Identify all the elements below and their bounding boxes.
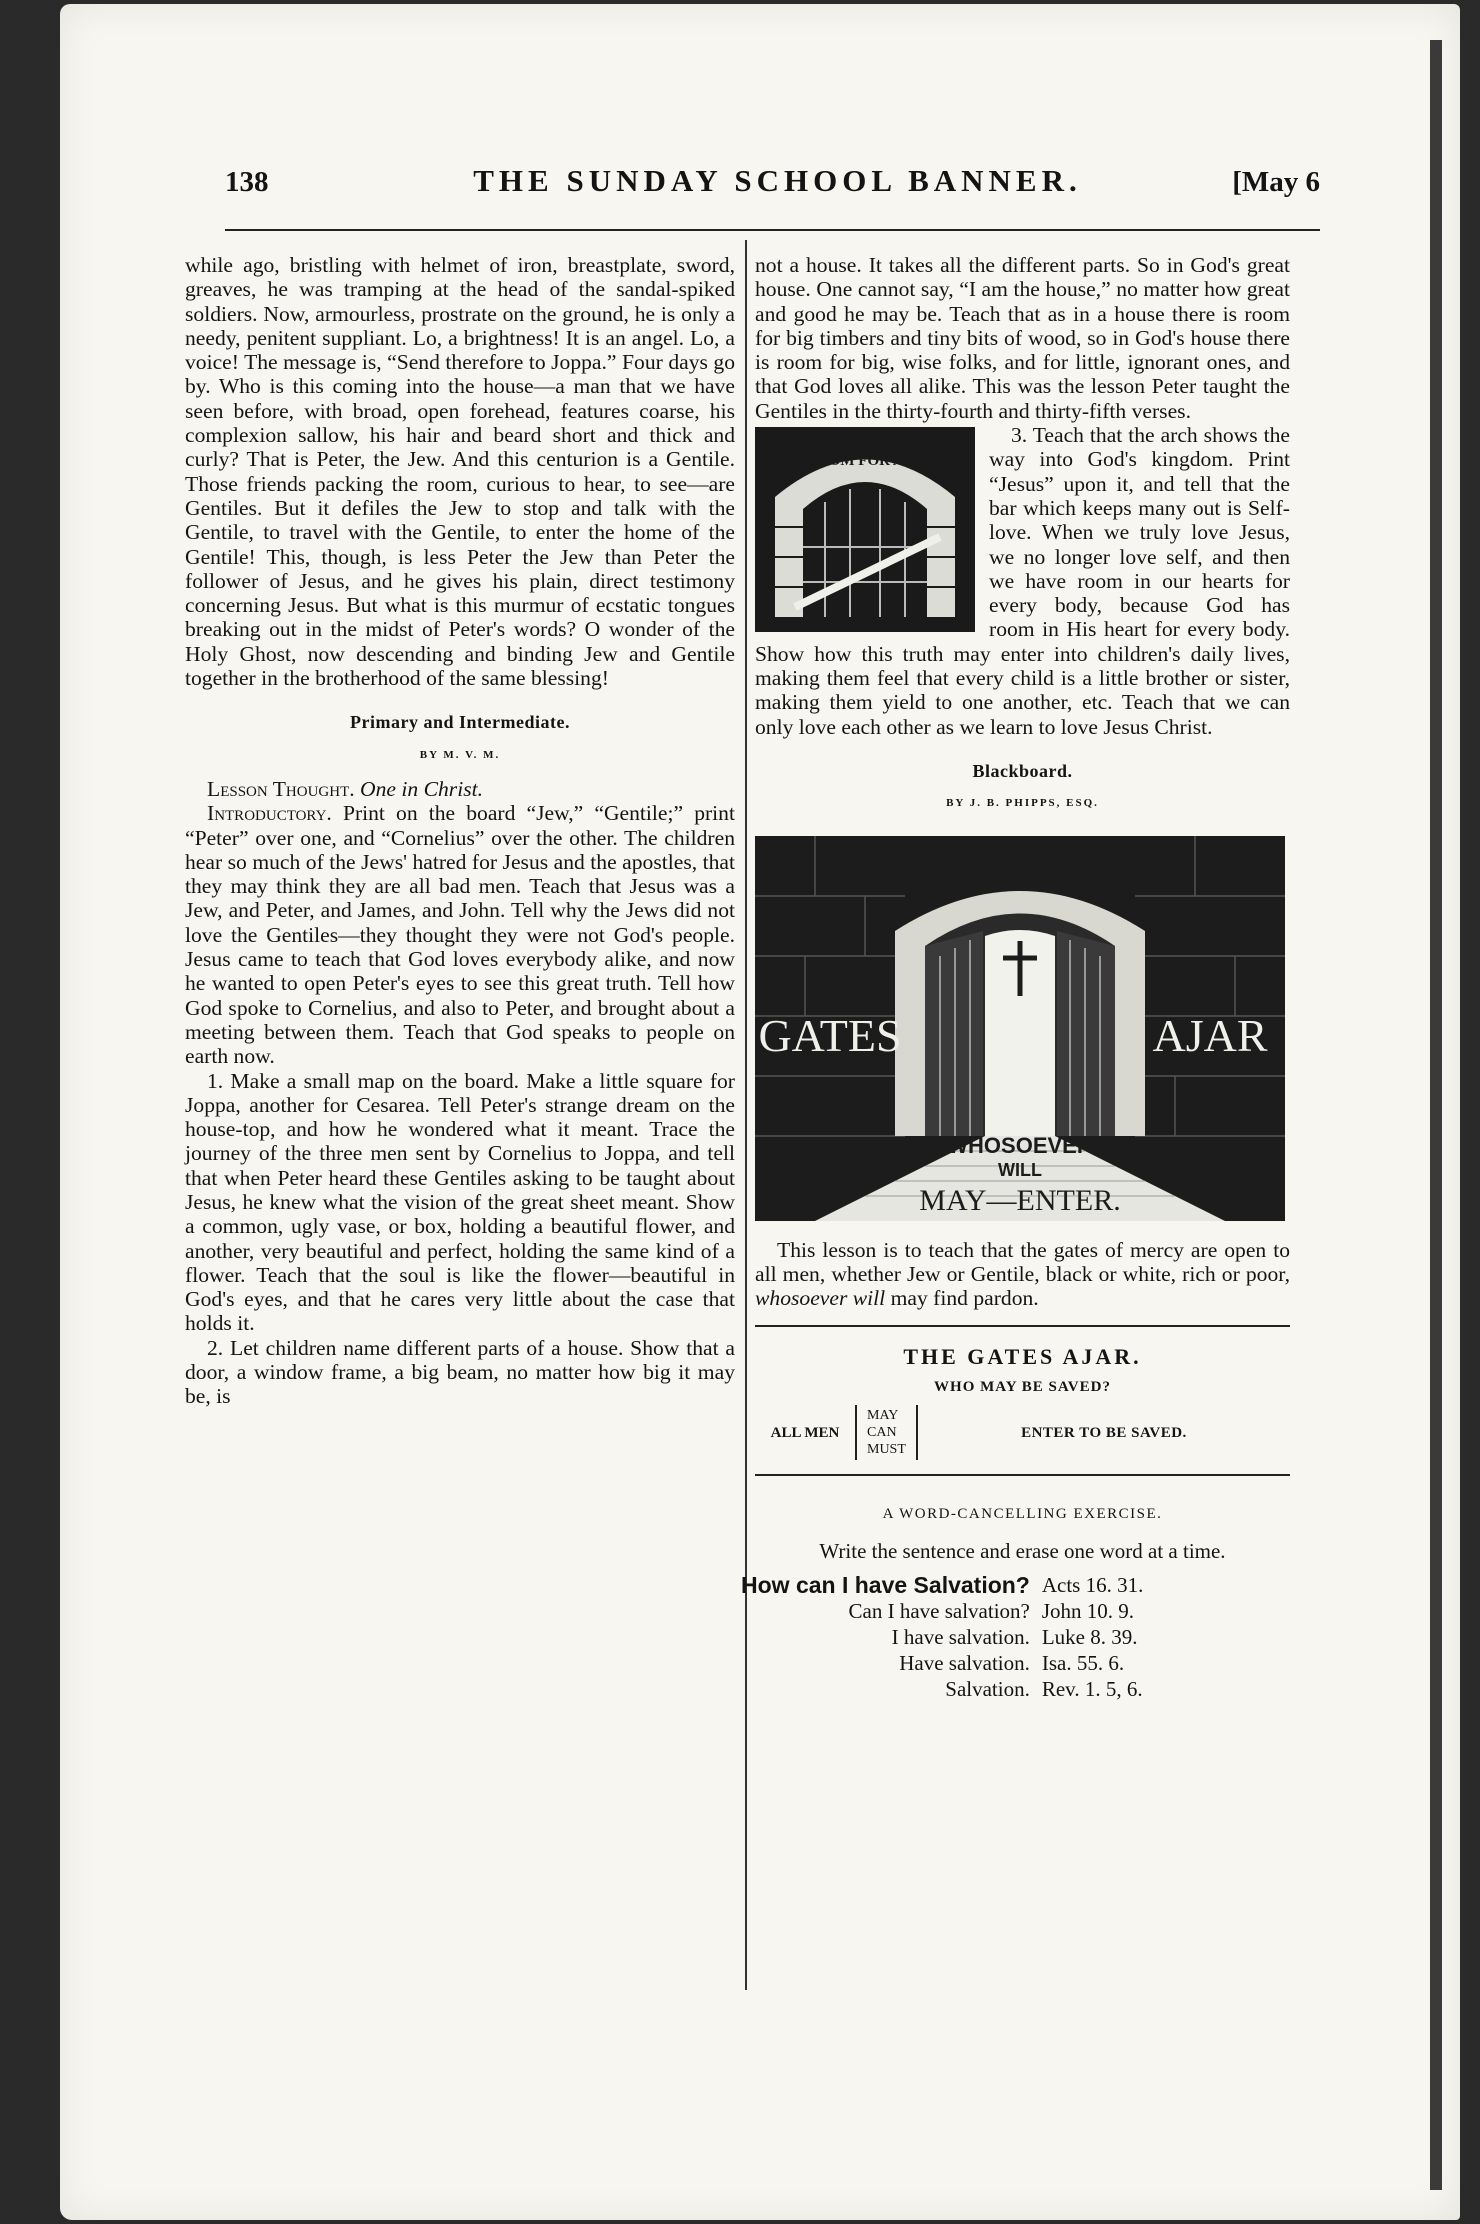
section-byline: BY M. V. M. — [419, 748, 501, 761]
gates-mid-can: CAN — [867, 1425, 897, 1441]
table-row — [735, 1572, 1149, 1598]
issue-date: [May 6 — [1232, 166, 1320, 198]
left-column — [185, 253, 735, 1409]
page-header — [225, 163, 1320, 213]
column-divider — [745, 240, 747, 1990]
journal-title: THE SUNDAY SCHOOL BANNER. — [473, 163, 1082, 198]
gates-mid-may: MAY — [867, 1408, 899, 1424]
gates-ajar-blackboard-illustration — [755, 836, 1285, 1221]
ajar-label: AJAR — [1152, 1009, 1268, 1061]
sentence-cell: Can I have salvation? — [848, 1598, 1030, 1623]
table-row — [735, 1624, 1149, 1650]
arch-label: ROOM FOR ALL — [806, 453, 924, 470]
blackboard-heading: Blackboard. — [972, 760, 1073, 781]
reference-cell: John 10. 9. — [1041, 1598, 1135, 1623]
gates-label: GATES — [758, 1009, 902, 1061]
binding-edge — [1430, 40, 1442, 2190]
section-rule — [755, 1325, 1290, 1327]
gates-mid-must: MUST — [867, 1442, 906, 1458]
will-label: WILL — [998, 1159, 1042, 1180]
gates-right-label: ENTER TO BE SAVED. — [1021, 1424, 1187, 1441]
reference-cell: Rev. 1. 5, 6. — [1041, 1676, 1143, 1701]
blackboard-caption — [755, 1238, 1290, 1311]
room-for-all-arch-illustration — [755, 427, 975, 632]
word-cancelling-title: A WORD-CANCELLING EXERCISE. — [882, 1506, 1163, 1523]
right-column — [741, 253, 1290, 1702]
section-heading: Primary and Intermediate. — [350, 712, 570, 733]
gates-ajar-title: THE GATES AJAR. — [903, 1343, 1142, 1369]
table-row — [735, 1598, 1149, 1624]
gates-diagram-row — [755, 1405, 1290, 1460]
word-cancelling-instruction: Write the sentence and erase one word at a time. — [819, 1538, 1226, 1563]
sentence-cell: How can I have Salvation? — [741, 1571, 1030, 1598]
reference-cell: Luke 8. 39. — [1041, 1624, 1138, 1649]
lesson-item-1: 1. Make a small map on the board. Make a little square for Joppa, another for Cesarea. Tell Peter's strange dream on the house-top, and how he wondered what it meant. Trace the journey of the three men sent by Cornelius to Joppa, and tell that when Peter heard these Gentiles asking to be taught about Jesus, he knew what the vision of the great sheet meant. Show a common, ugly vase, or box, holding a beautiful flower, and another, very beautiful and perfect, holding the same kind of a flower. Teach that the soul is like the flower—beautiful in God's eyes, and that he cares very little about the case that holds it. — [185, 1068, 735, 1336]
caption-main: This lesson is to teach that the gates of mercy are open to all men, whether Jew or Gentile, black or white, rich or poor, — [755, 1237, 1290, 1287]
continued-paragraph: not a house. It takes all the different parts. So in God's great house. One cannot say, “I am the house,” no matter how great and good he may be. Teach that as in a house there is room for big timbers and tiny bits of wood, so in God's house there is room for big, wise folks, and for little, ignorant ones, and that God loves all alike. This was the lesson Peter taught the Gentiles in the thirty-fourth and thirty-fifth verses. — [755, 253, 1290, 423]
table-row — [735, 1676, 1149, 1702]
narrative-paragraph: while ago, bristling with helmet of iron, breastplate, sword, greaves, he was tramping at the head of the sandal-spiked soldiers. Now, armourless, prostrate on the ground, he is only a needy, penitent suppliant. Lo, a brightness! It is an angel. Lo, a voice! The message is, “Send therefore to Joppa.” Four days go by. Who is this coming into the house—a man that we have seen before, with broad, open forehead, features coarse, his complexion sallow, his hair and beard short and thick and curly? That is Peter, the Jew. And this centurion is a Gentile. Those friends packing the room, curious to hear, to see—are Gentiles. But it defiles the Jew to stop and talk with the Gentile, to travel with the Gentile, to enter the home of the Gentile! This, though, is less Peter the Jew than Peter the follower of Jesus, and he gives his plain, direct testimony concerning Jesus. But what is this murmur of ecstatic tongues breaking out in the midst of Peter's words? O wonder of the Holy Ghost, now descending and binding Jew and Gentile together in the brotherhood of the same blessing! — [185, 253, 735, 691]
intro-label: Introductory. — [207, 801, 332, 826]
blackboard-byline: BY J. B. PHIPPS, ESQ. — [946, 797, 1099, 810]
caption-italic: whosoever will — [755, 1286, 886, 1311]
lesson-thought — [185, 777, 735, 801]
introductory-paragraph — [185, 801, 735, 1068]
may-enter-label: MAY—ENTER. — [919, 1183, 1121, 1217]
page-number: 138 — [225, 166, 269, 198]
word-cancelling-table — [735, 1572, 1149, 1702]
sentence-cell: Have salvation. — [899, 1650, 1030, 1675]
mercy-label: MERCY — [939, 861, 1101, 899]
gates-mid-options — [855, 1405, 918, 1460]
table-row — [735, 1650, 1149, 1676]
whosoever-label: WHOSOEVER — [947, 1132, 1093, 1158]
lesson-label: Lesson Thought. — [207, 776, 355, 801]
reference-cell: Isa. 55. 6. — [1041, 1650, 1125, 1675]
section-rule-2 — [755, 1474, 1290, 1476]
reference-cell: Acts 16. 31. — [1041, 1572, 1144, 1597]
lesson-item-3: 3. Teach that the arch shows the way into God's kingdom. Print “Jesus” upon it, and tell that the bar which keeps many out is Self-love. When we truly love Jesus, we no longer love self, and then we have room in our hearts for every body, because God has room in His heart for every body. Show how this truth may enter into children's daily lives, making them feel that every child is a little brother or sister, making them yield to one another, etc. Teach that we can only love each other as we learn to love Jesus Christ. — [755, 423, 1290, 739]
sentence-cell: Salvation. — [945, 1676, 1030, 1701]
sentence-cell: I have salvation. — [891, 1624, 1030, 1649]
intro-text: Print on the board “Jew,” “Gentile;” print “Peter” over one, and “Cornelius” over the other. The children hear so much of the Jews' hatred for Jesus and the apostles, that they may think they are all bad men. Teach that Jesus was a Jew, and Peter, and James, and John. Tell why the Jews did not love the Gentiles—they thought they were not God's people. Jesus came to teach that God loves everybody alike, and now he wanted to open Peter's eyes to see this great truth. Tell how God spoke to Cornelius, and also to Peter, and brought about a meeting between them. Teach that God speaks to people on earth now. — [185, 801, 735, 1069]
arch-section — [755, 423, 1290, 739]
gates-question: WHO MAY BE SAVED? — [934, 1379, 1111, 1396]
gates-left-label: ALL MEN — [770, 1424, 840, 1441]
header-rule — [225, 229, 1320, 231]
lesson-item-2: 2. Let children name different parts of a house. Show that a door, a window frame, a big beam, no matter how big it may be, is — [185, 1335, 735, 1409]
lesson-text: One in Christ. — [360, 776, 484, 801]
caption-end: may find pardon. — [890, 1286, 1039, 1311]
